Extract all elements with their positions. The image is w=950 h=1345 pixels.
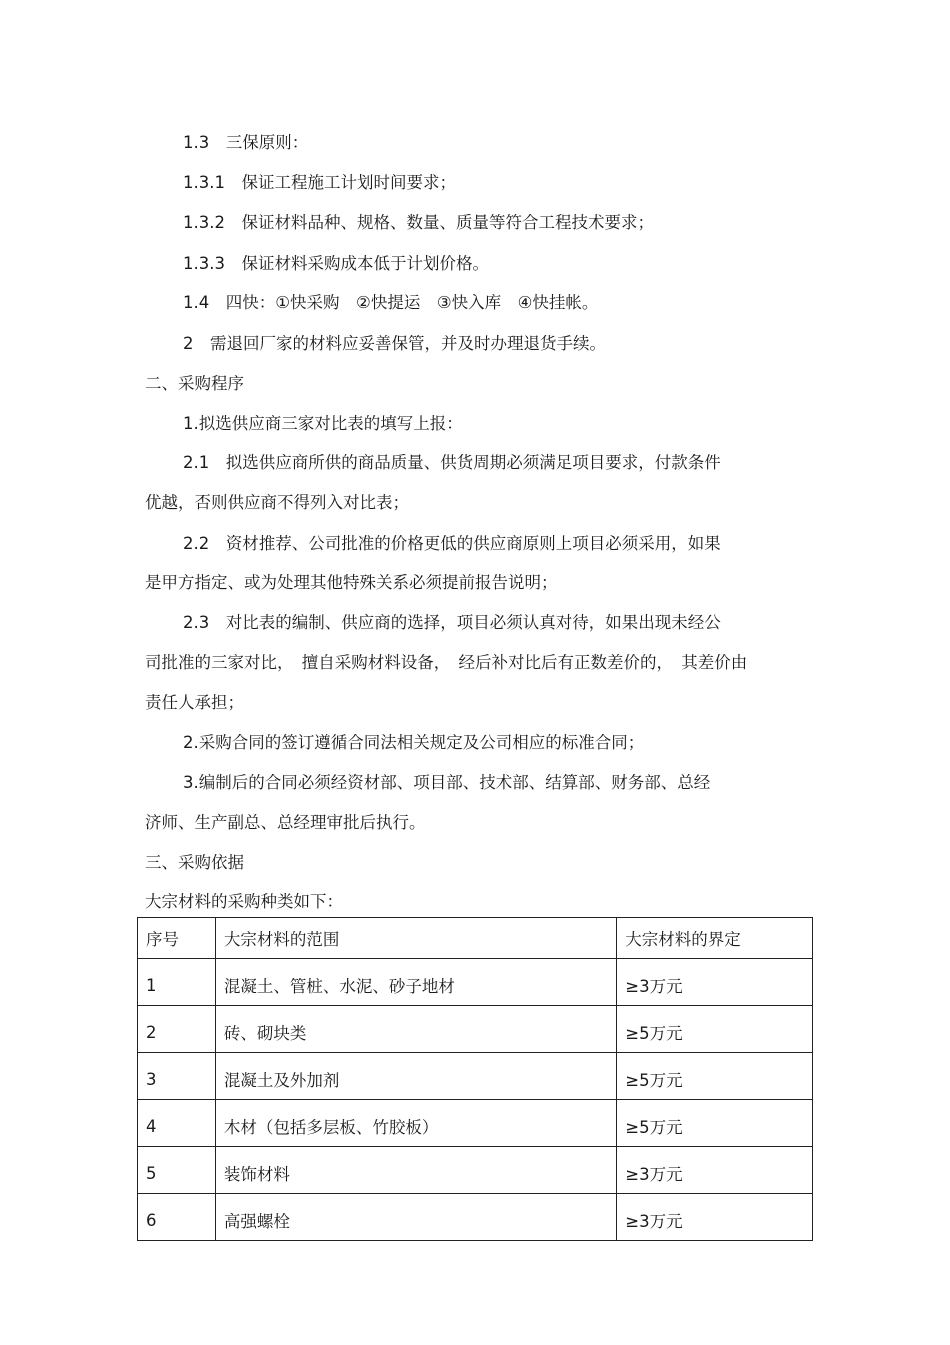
- paragraph-2-3-line1: 2.3 对比表的编制、供应商的选择，项目必须认真对待，如果出现未经公: [183, 613, 721, 632]
- paragraph-procedure-3-line2: 济师、生产副总、总经理审批后执行。: [145, 813, 426, 832]
- paragraph-1-3-3: 1.3.3 保证材料采购成本低于计划价格。: [183, 254, 489, 273]
- paragraph-procedure-2: 2.采购合同的签订遵循合同法相关规定及公司相应的标准合同；: [183, 733, 645, 752]
- table-header-cell: 大宗材料的范围: [215, 918, 616, 959]
- table-row: [138, 1100, 813, 1147]
- paragraph-procedure-3-line1: 3.编制后的合同必须经资材部、项目部、技术部、结算部、财务部、总经: [183, 773, 711, 792]
- table-cell: ≥5万元: [617, 1006, 813, 1053]
- paragraph-2-2-line2: 是甲方指定、或为处理其他特殊关系必须提前报告说明；: [145, 573, 558, 592]
- table-row: [138, 1147, 813, 1194]
- table-cell: 装饰材料: [215, 1147, 616, 1194]
- table-row: [138, 1006, 813, 1053]
- table-caption: 大宗材料的采购种类如下：: [145, 892, 343, 911]
- paragraph-procedure-1: 1.拟选供应商三家对比表的填写上报：: [183, 414, 463, 433]
- paragraph-2-return: 2 需退回厂家的材料应妥善保管，并及时办理退货手续。: [183, 334, 606, 353]
- table-header-row: [138, 918, 813, 959]
- paragraph-1-4: 1.4 四快：①快采购 ②快提运 ③快入库 ④快挂帐。: [183, 293, 599, 312]
- table-cell: 高强螺栓: [215, 1194, 616, 1241]
- table-cell: 6: [138, 1194, 216, 1241]
- table-header-cell: 大宗材料的界定: [617, 918, 813, 959]
- paragraph-2-3-line2: 司批准的三家对比， 擅自采购材料设备， 经后补对比后有正数差价的， 其差价由: [145, 653, 748, 672]
- table-cell: 2: [138, 1006, 216, 1053]
- table-header-cell: 序号: [138, 918, 216, 959]
- table-cell: 5: [138, 1147, 216, 1194]
- table-cell: 3: [138, 1053, 216, 1100]
- table-cell: 4: [138, 1100, 216, 1147]
- table-cell: ≥5万元: [617, 1100, 813, 1147]
- paragraph-2-1-line2: 优越，否则供应商不得列入对比表；: [145, 493, 409, 512]
- table-cell: 木材（包括多层板、竹胶板）: [215, 1100, 616, 1147]
- table-row: [138, 1194, 813, 1241]
- table-cell: 混凝土、管桩、水泥、砂子地材: [215, 959, 616, 1006]
- paragraph-2-3-line3: 责任人承担；: [145, 693, 244, 712]
- materials-table: [137, 917, 813, 1241]
- table-cell: ≥3万元: [617, 1147, 813, 1194]
- table-cell: 砖、砌块类: [215, 1006, 616, 1053]
- section-1-3-heading: 1.3 三保原则：: [183, 133, 309, 152]
- paragraph-1-3-1: 1.3.1 保证工程施工计划时间要求；: [183, 173, 456, 192]
- paragraph-2-1-line1: 2.1 拟选供应商所供的商品质量、供货周期必须满足项目要求，付款条件: [183, 453, 721, 472]
- table-cell: 混凝土及外加剂: [215, 1053, 616, 1100]
- table-cell: ≥3万元: [617, 959, 813, 1006]
- table-row: [138, 959, 813, 1006]
- table-cell: ≥5万元: [617, 1053, 813, 1100]
- table-row: [138, 1053, 813, 1100]
- section-heading-basis: 三、采购依据: [145, 853, 244, 872]
- section-heading-procedure: 二、采购程序: [145, 374, 244, 393]
- table-cell: ≥3万元: [617, 1194, 813, 1241]
- paragraph-1-3-2: 1.3.2 保证材料品种、规格、数量、质量等符合工程技术要求；: [183, 213, 654, 232]
- table-cell: 1: [138, 959, 216, 1006]
- paragraph-2-2-line1: 2.2 资材推荐、公司批准的价格更低的供应商原则上项目必须采用，如果: [183, 534, 721, 553]
